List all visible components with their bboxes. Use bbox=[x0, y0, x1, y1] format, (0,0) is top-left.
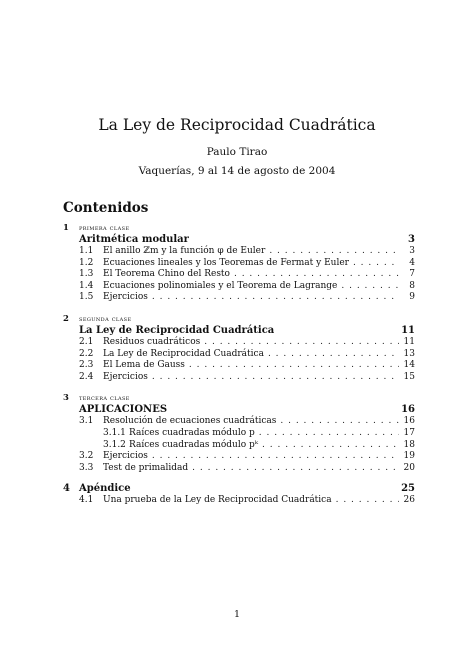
toc-part bbox=[63, 392, 415, 404]
toc-entry-page: 3 bbox=[409, 246, 415, 256]
toc-entry-title: Resolución de ecuaciones cuadráticas bbox=[103, 416, 277, 427]
toc-appendix-title: Apéndice bbox=[79, 483, 131, 495]
toc-entry-page: 14 bbox=[403, 360, 415, 371]
toc-entry-number: 3.1.1 bbox=[103, 427, 126, 438]
toc-leader-dots bbox=[234, 269, 399, 281]
toc-chapter-page: 3 bbox=[408, 234, 415, 245]
toc-chapter-title: Aritmética modular bbox=[79, 234, 189, 245]
toc-chapter[interactable] bbox=[63, 404, 415, 416]
page-number: 1 bbox=[233, 609, 241, 620]
toc-part-label: tercera clase bbox=[79, 394, 130, 403]
toc-appendix-page: 25 bbox=[401, 483, 415, 495]
toc-part-label: segunda clase bbox=[79, 314, 132, 323]
toc-leader-dots bbox=[189, 360, 399, 372]
toc-entry-title: El Teorema Chino del Resto bbox=[103, 269, 230, 280]
toc-subentry[interactable] bbox=[63, 440, 415, 452]
toc-entry[interactable] bbox=[63, 451, 415, 463]
toc-entry-title: Residuos cuadráticos bbox=[103, 336, 201, 347]
toc-entry-page: 20 bbox=[403, 462, 415, 473]
toc-entry-number: 1.5 bbox=[79, 292, 94, 303]
toc-entry[interactable] bbox=[63, 246, 415, 258]
toc-entry-page: 7 bbox=[409, 269, 415, 280]
toc-entry-number: 2.1 bbox=[79, 336, 94, 347]
toc-leader-dots bbox=[152, 451, 399, 463]
document-date-line: Vaquerías, 9 al 14 de agosto de 2004 bbox=[138, 165, 336, 177]
toc-entry-title: Ecuaciones lineales y los Teoremas de Fermat y Euler bbox=[103, 257, 349, 268]
toc-entry-number: 1.2 bbox=[79, 257, 94, 268]
toc-part-number: 2 bbox=[63, 313, 69, 324]
table-of-contents bbox=[63, 222, 415, 507]
toc-appendix[interactable] bbox=[63, 483, 415, 495]
toc-entry[interactable] bbox=[63, 258, 415, 270]
toc-entry-title: Ejercicios bbox=[103, 292, 148, 303]
toc-entry-page: 18 bbox=[403, 439, 415, 450]
toc-entry-page: 17 bbox=[403, 427, 415, 438]
toc-entry[interactable] bbox=[63, 281, 415, 293]
toc-leader-dots bbox=[268, 349, 399, 361]
toc-leader-dots bbox=[204, 337, 399, 349]
toc-entry-number: 2.3 bbox=[79, 360, 94, 371]
toc-leader-dots bbox=[259, 428, 399, 440]
toc-entry-number: 4.1 bbox=[79, 495, 94, 506]
toc-entry-page: 16 bbox=[403, 416, 415, 427]
toc-leader-dots bbox=[280, 416, 399, 428]
toc-entry[interactable] bbox=[63, 360, 415, 372]
toc-chapter-page: 11 bbox=[401, 324, 415, 336]
toc-entry-page: 8 bbox=[409, 280, 415, 291]
toc-chapter-title: La Ley de Reciprocidad Cuadrática bbox=[79, 324, 275, 336]
toc-entry-number: 3.3 bbox=[79, 462, 94, 473]
toc-entry-number: 3.1 bbox=[79, 416, 94, 427]
toc-entry-number: 1.4 bbox=[79, 280, 94, 291]
toc-entry-number: 1.3 bbox=[79, 269, 94, 280]
toc-entry-page: 26 bbox=[403, 495, 415, 506]
toc-entry-number: 2.4 bbox=[79, 371, 94, 382]
toc-entry-title: Raíces cuadradas módulo p bbox=[129, 427, 255, 438]
toc-chapter[interactable] bbox=[63, 325, 415, 337]
toc-entry-page: 15 bbox=[403, 371, 415, 382]
document-author: Paulo Tirao bbox=[206, 146, 268, 158]
toc-part-number: 3 bbox=[63, 393, 69, 404]
toc-entry[interactable] bbox=[63, 292, 415, 304]
toc-entry[interactable] bbox=[63, 349, 415, 361]
toc-entry-title: Ejercicios bbox=[103, 451, 148, 462]
toc-entry-number: 3.2 bbox=[79, 451, 94, 462]
toc-entry-page: 11 bbox=[403, 336, 415, 347]
toc-entry-title: Ecuaciones polinomiales y el Teorema de Lagrange bbox=[103, 280, 338, 291]
toc-entry[interactable] bbox=[63, 372, 415, 384]
toc-entry-title: Raíces cuadradas módulo pᵏ bbox=[129, 439, 259, 450]
toc-leader-dots bbox=[353, 258, 399, 270]
toc-entry-page: 9 bbox=[409, 292, 415, 303]
toc-entry-title: Test de primalidad bbox=[103, 462, 189, 473]
toc-leader-dots bbox=[192, 463, 399, 475]
document-title: La Ley de Reciprocidad Cuadrática bbox=[98, 116, 376, 134]
toc-entry-number: 1.1 bbox=[79, 246, 94, 256]
toc-leader-dots bbox=[336, 495, 399, 507]
toc-entry-title: El anillo ℤm y la función φ de Euler bbox=[103, 246, 266, 256]
toc-entry[interactable] bbox=[63, 337, 415, 349]
toc-chapter-page: 16 bbox=[401, 404, 415, 416]
toc-leader-dots bbox=[269, 246, 399, 258]
toc-leader-dots bbox=[152, 292, 399, 304]
toc-part bbox=[63, 313, 415, 325]
toc-entry[interactable] bbox=[63, 463, 415, 475]
toc-entry-page: 19 bbox=[403, 451, 415, 462]
toc-entry[interactable] bbox=[63, 416, 415, 428]
toc-part-number: 1 bbox=[63, 223, 69, 233]
toc-entry-number: 2.2 bbox=[79, 348, 94, 359]
toc-subentry[interactable] bbox=[63, 428, 415, 440]
toc-appendix-number: 4 bbox=[63, 483, 70, 495]
toc-entry-title: El Lema de Gauss bbox=[103, 360, 185, 371]
toc-entry[interactable] bbox=[63, 495, 415, 507]
toc-leader-dots bbox=[262, 440, 399, 452]
toc-heading: Contenidos bbox=[63, 200, 149, 216]
toc-leader-dots bbox=[152, 372, 399, 384]
toc-part bbox=[63, 222, 415, 234]
toc-entry-page: 13 bbox=[403, 348, 415, 359]
toc-entry-number: 3.1.2 bbox=[103, 439, 126, 450]
toc-chapter-title: APLICACIONES bbox=[79, 404, 168, 416]
toc-entry-page: 4 bbox=[409, 257, 415, 268]
toc-chapter[interactable] bbox=[63, 234, 415, 246]
toc-leader-dots bbox=[341, 281, 399, 293]
toc-entry-title: Ejercicios bbox=[103, 371, 148, 382]
toc-part-label: primera clase bbox=[79, 224, 130, 232]
toc-entry-title: Una prueba de la Ley de Reciprocidad Cuadrática bbox=[103, 495, 332, 506]
toc-entry[interactable] bbox=[63, 269, 415, 281]
toc-entry-title: La Ley de Reciprocidad Cuadrática bbox=[103, 348, 264, 359]
